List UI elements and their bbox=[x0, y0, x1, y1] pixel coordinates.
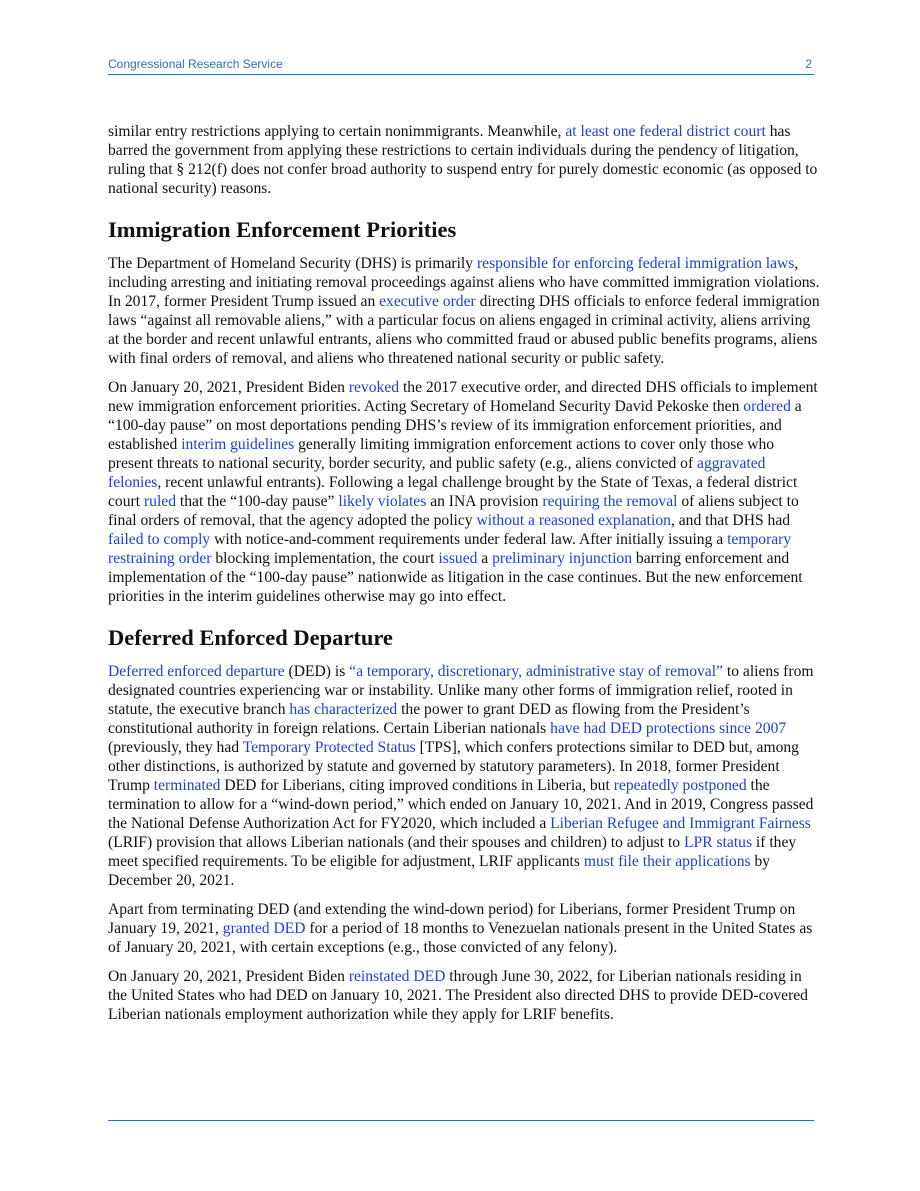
link-interim-guidelines[interactable]: interim guidelines bbox=[181, 436, 295, 453]
link-failed-to-comply[interactable]: failed to comply bbox=[108, 531, 211, 548]
link-repeatedly-postponed[interactable]: repeatedly postponed bbox=[613, 777, 747, 794]
link-deferred-enforced-departure[interactable]: Deferred enforced departure bbox=[108, 663, 285, 680]
header-title: Congressional Research Service bbox=[108, 57, 283, 71]
paragraph-dhs-responsibility: The Department of Homeland Security (DHS) is primarily responsible for enforcing federal immigration laws, including arresting and initiating removal proceedings against aliens who have committed immigration violations. In 2017, former President Trump issued an executive order directing DHS officials to enforce federal immigration laws “against all removable aliens,” with a particular focus on aliens engaged in criminal activity, aliens arriving at the border and recent unlawful entrants, aliens who committed fraud or abused public benefits programs, aliens with final orders of removal, and aliens who threatened national security or public safety. bbox=[108, 255, 820, 367]
paragraph-ded-reinstated: On January 20, 2021, President Biden reinstated DED through June 30, 2022, for Liberian nationals residing in the United States who had DED on January 10, 2021. The President also directed DHS to provide DED-covered Liberian nationals employment authorization while they apply for LRIF benefits. bbox=[108, 968, 808, 1023]
link-enforcing-immigration-laws[interactable]: responsible for enforcing federal immigration laws bbox=[476, 255, 795, 272]
link-has-characterized[interactable]: has characterized bbox=[289, 701, 398, 718]
document-body bbox=[108, 122, 820, 1034]
heading-deferred-enforced-departure: Deferred Enforced Departure bbox=[108, 625, 393, 650]
paragraph-biden-revocation: On January 20, 2021, President Biden revoked the 2017 executive order, and directed DHS officials to implement new immigration enforcement priorities. Acting Secretary of Homeland Security David Pekoske then ordered a “100-day pause” on most deportations pending DHS’s review of its immigration enforcement priorities, and established interim guidelines generally limiting immigration enforcement actions to cover only those who present threats to national security, border security, and public safety (e.g., aliens convicted of aggravated felonies, recent unlawful entrants). Following a legal challenge brought by the State of Texas, a federal district court ruled that the “100-day pause” likely violates an INA provision requiring the removal of aliens subject to final orders of removal, that the agency adopted the policy without a reasoned explanation, and that DHS had failed to comply with notice-and-comment requirements under federal law. After initially issuing a temporary restraining order blocking implementation, the court issued a preliminary injunction barring enforcement and implementation of the “100-day pause” nationwide as litigation in the case continues. But the new enforcement priorities in the interim guidelines otherwise may go into effect. bbox=[108, 379, 818, 605]
page-number: 2 bbox=[805, 57, 812, 71]
paragraph-entry-restrictions: similar entry restrictions applying to certain nonimmigrants. Meanwhile, at least one federal district court has barred the government from applying these restrictions to certain individuals during the pendency of litigation, ruling that § 212(f) does not confer broad authority to suspend entry for purely domestic economic (as opposed to national security) reasons. bbox=[108, 123, 818, 197]
link-requiring-removal[interactable]: requiring the removal bbox=[542, 493, 678, 510]
paragraph-venezuela-ded: Apart from terminating DED (and extending the wind-down period) for Liberians, former President Trump on January 19, 2021, granted DED for a period of 18 months to Venezuelan nationals present in the United States as of January 20, 2021, with certain exceptions (e.g., those convicted of any felony). bbox=[108, 901, 813, 956]
link-district-court[interactable]: at least one federal district court bbox=[565, 123, 766, 140]
link-revoked[interactable]: revoked bbox=[348, 379, 400, 396]
link-executive-order[interactable]: executive order bbox=[379, 293, 476, 310]
link-ordered[interactable]: ordered bbox=[743, 398, 791, 415]
link-ruled[interactable]: ruled bbox=[143, 493, 176, 510]
link-aggravated-felonies[interactable]: aggravated felonies bbox=[108, 455, 766, 491]
link-issued[interactable]: issued bbox=[438, 550, 478, 567]
link-reinstated-ded[interactable]: reinstated DED bbox=[348, 968, 446, 985]
link-preliminary-injunction[interactable]: preliminary injunction bbox=[492, 550, 633, 567]
link-granted-ded[interactable]: granted DED bbox=[222, 920, 306, 937]
link-likely-violates[interactable]: likely violates bbox=[338, 493, 427, 510]
link-terminated[interactable]: terminated bbox=[153, 777, 221, 794]
link-temporary-restraining-order[interactable]: temporary restraining order bbox=[108, 531, 792, 567]
paragraph-ded-definition: Deferred enforced departure (DED) is “a temporary, discretionary, administrative stay of removal” to aliens from designated countries experiencing war or instability. Unlike many other forms of immigration relief, rooted in statute, the executive branch has characterized the power to grant DED as flowing from the President’s constitutional authority in foreign relations. Certain Liberian nationals have had DED protections since 2007 (previously, they had Temporary Protected Status [TPS], which confers protections similar to DED but, among other distinctions, is authorized by statute and governed by statutory parameters). In 2018, former President Trump terminated DED for Liberians, citing improved conditions in Liberia, but repeatedly postponed the termination to allow for a “wind-down period,” which ended on January 10, 2021. And in 2019, Congress passed the National Defense Authorization Act for FY2020, which included a Liberian Refugee and Immigrant Fairness (LRIF) provision that allows Liberian nationals (and their spouses and children) to adjust to LPR status if they meet specified requirements. To be eligible for adjustment, LRIF applicants must file their applications by December 20, 2021. bbox=[108, 663, 814, 889]
footer-rule bbox=[108, 1120, 814, 1121]
heading-enforcement-priorities: Immigration Enforcement Priorities bbox=[108, 217, 457, 242]
link-ded-protections-2007[interactable]: have had DED protections since 2007 bbox=[550, 720, 787, 737]
link-must-file-applications[interactable]: must file their applications bbox=[583, 853, 751, 870]
link-temporary-protected-status[interactable]: Temporary Protected Status bbox=[242, 739, 416, 756]
link-lrif[interactable]: Liberian Refugee and Immigrant Fairness bbox=[550, 815, 811, 832]
link-reasoned-explanation[interactable]: without a reasoned explanation bbox=[476, 512, 671, 529]
header-rule bbox=[108, 74, 814, 75]
link-stay-of-removal[interactable]: “a temporary, discretionary, administrative stay of removal” bbox=[349, 663, 723, 680]
link-lpr-status[interactable]: LPR status bbox=[684, 834, 753, 851]
